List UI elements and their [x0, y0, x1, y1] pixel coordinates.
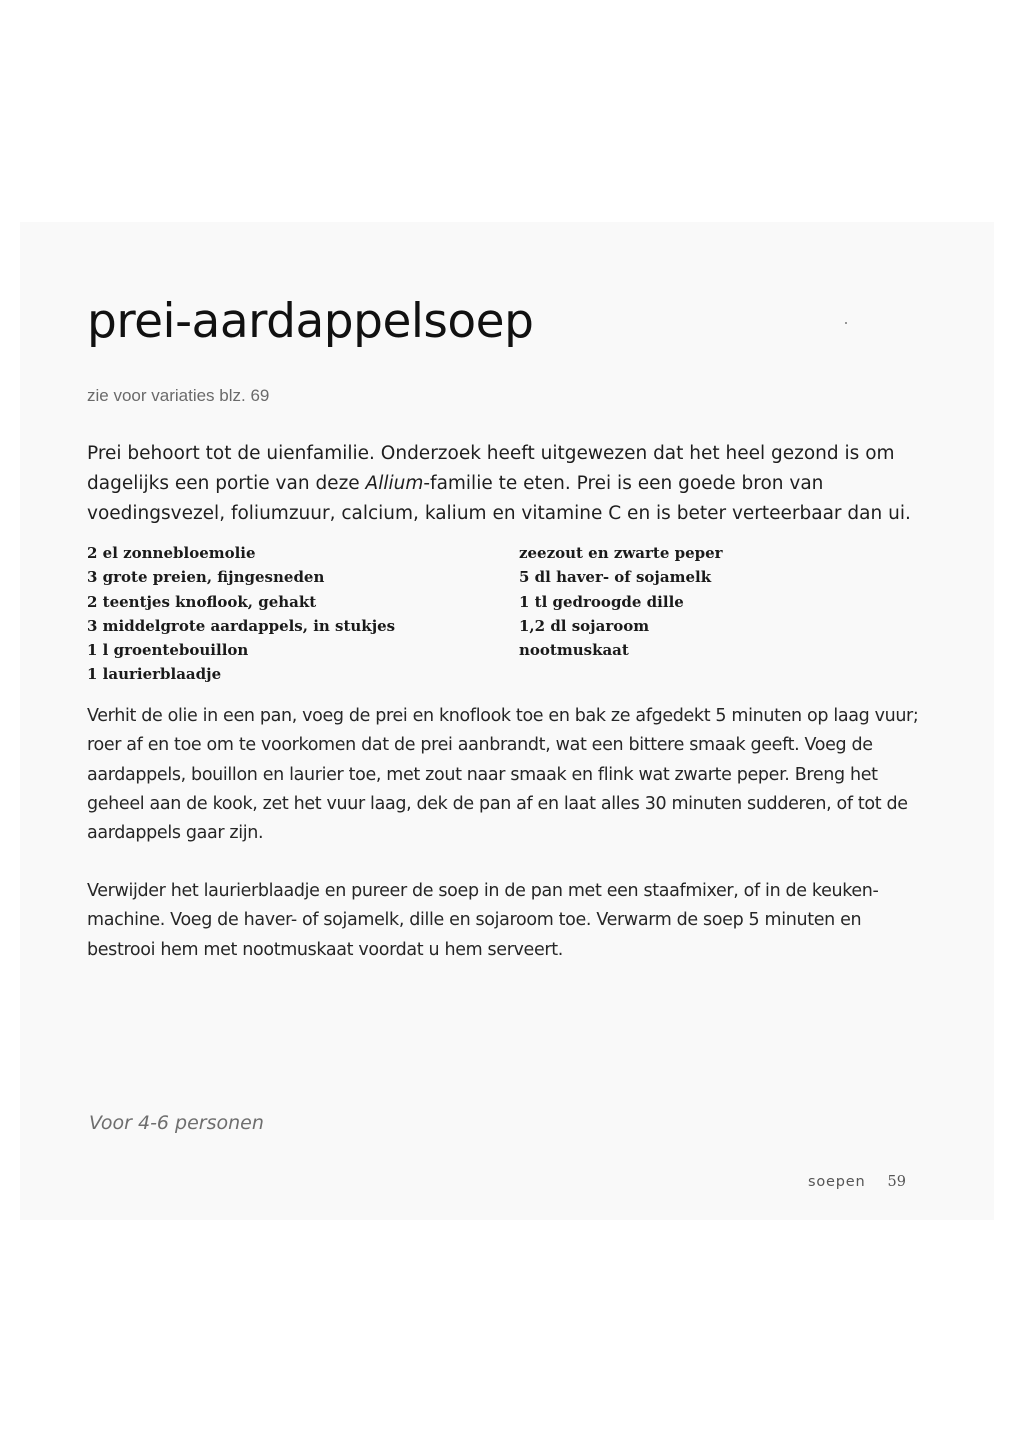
ingredient-item: 1 l groentebouillon [87, 641, 249, 660]
intro-italic-term: Allium [365, 473, 424, 494]
ingredient-item: 2 el zonnebloemolie [87, 544, 256, 562]
ingredients-list-right [519, 541, 723, 662]
servings-note: Voor 4-6 personen [89, 1112, 264, 1134]
intro-text-after: -familie te eten. Prei is een goede bron van voedingsvezel, foliumzuur, calcium, kalium en vitamine C en is beter verteerbaar dan ui. [87, 473, 911, 524]
ingredients-list-left [87, 541, 395, 687]
recipe-intro [87, 439, 927, 529]
page-footer [808, 1174, 906, 1190]
recipe-subtitle: zie voor variaties blz. 69 [87, 386, 270, 405]
page-number: 59 [887, 1174, 906, 1190]
ingredient-item: 1,2 dl sojaroom [519, 616, 650, 635]
method-paragraph-1: Verhit de olie in een pan, voeg de prei en knoflook toe en bak ze afgedekt 5 minuten op laag vuur; roer af en toe om te voorkomen dat de prei aanbrandt, wat een bittere smaak geeft. Voeg de aardappels, bouillon en laurier toe, met zout naar smaak en flink wat zwarte peper. Breng het geheel aan de kook, zet het vuur laag, dek de pan af en laat alles 30 minuten sudderen, of tot de aardappels gaar zijn. [87, 706, 919, 844]
intro-text-before: Prei behoort tot de uienfamilie. Onderzoek heeft uitgewezen dat het heel gezond is om dagelijks een portie van deze [87, 443, 895, 494]
ingredient-item: nootmuskaat [519, 641, 629, 660]
ingredient-item: 2 teentjes knoflook, gehakt [87, 592, 317, 611]
ingredient-item: 1 laurierblaadje [87, 665, 222, 684]
recipe-title: prei-aardappelsoep [87, 294, 534, 349]
ingredient-item: 1 tl gedroogde dille [519, 592, 684, 611]
method-paragraph-2: Verwijder het laurierblaadje en pureer de soep in de pan met een staafmixer, of in de keuken-machine. Voeg de haver- of sojamelk, dille en sojaroom toe. Verwarm de soep 5 minuten en bestrooi hem met nootmuskaat voordat u hem serveert. [87, 881, 879, 960]
ingredient-item: 5 dl haver- of sojamelk [519, 568, 712, 587]
scan-speck [845, 322, 847, 324]
ingredient-item: 3 grote preien, fijngesneden [87, 568, 325, 587]
ingredient-item: 3 middelgrote aardappels, in stukjes [87, 616, 396, 635]
ingredient-item: zeezout en zwarte peper [519, 544, 723, 562]
footer-section: soepen [808, 1174, 866, 1190]
